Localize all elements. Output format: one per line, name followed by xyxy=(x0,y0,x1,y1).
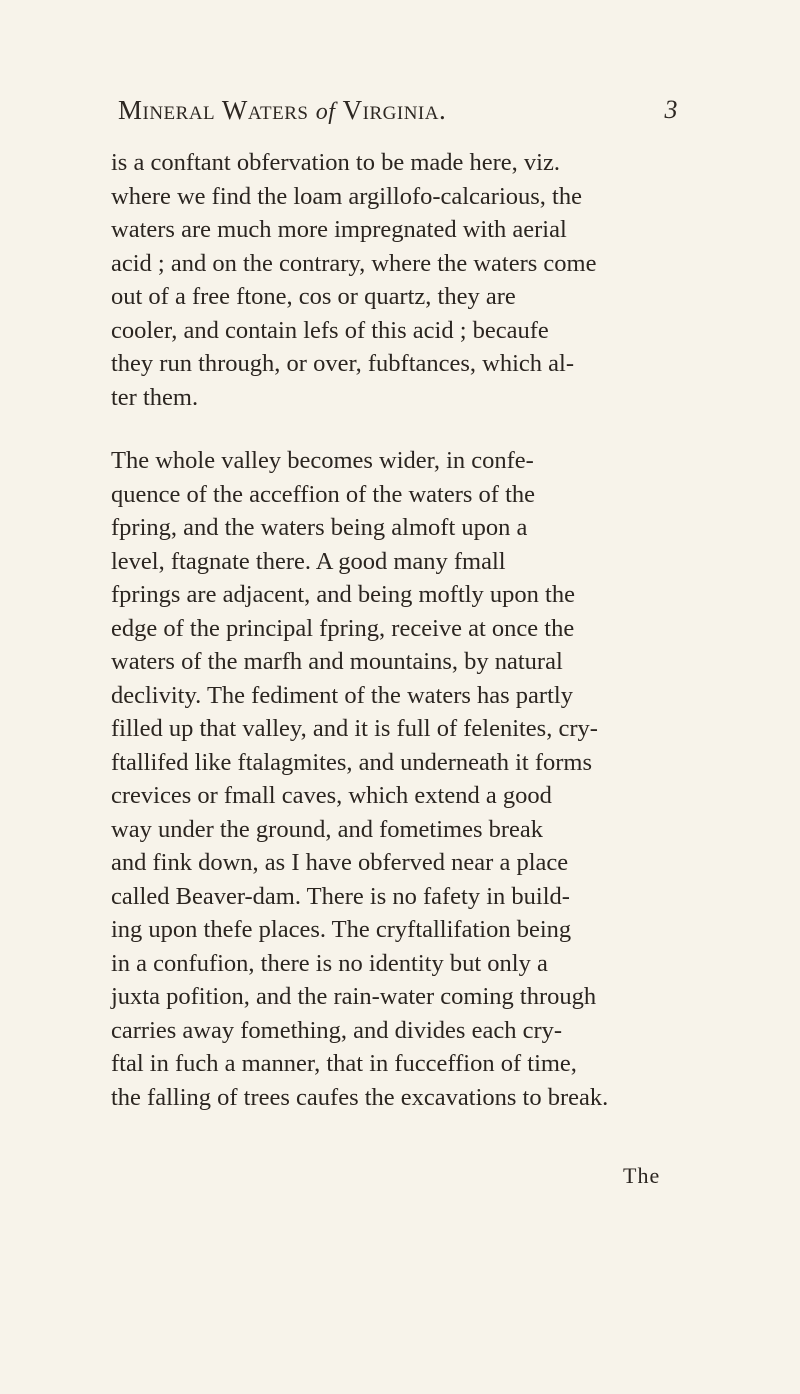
text-line: they run through, or over, fubftances, which al- xyxy=(111,350,575,377)
text-line: waters of the marfh and mountains, by natural xyxy=(111,648,563,675)
text-line: fprings are adjacent, and being moftly upon the xyxy=(111,581,575,608)
text-line: fpring, and the waters being almoft upon a xyxy=(111,514,528,541)
text-line: cooler, and contain lefs of this acid ; becaufe xyxy=(111,316,549,344)
running-head-of: of xyxy=(315,99,336,125)
text-line: out of a free ftone, cos or quartz, they are xyxy=(111,283,516,310)
text-line: ftallifed like ftalagmites, and underneath it forms xyxy=(111,748,592,776)
running-head xyxy=(118,92,678,128)
text-line: where we find the loam argillofo-calcarious, the xyxy=(111,182,582,210)
text-line: level, ftagnate there. A good many fmall xyxy=(111,547,506,575)
text-line: acid ; and on the contrary, where the waters come xyxy=(111,249,597,277)
text-line: The whole valley becomes wider, in confe- xyxy=(111,447,534,474)
text-line: and fink down, as I have obferved near a place xyxy=(111,849,569,876)
body-text xyxy=(111,146,681,1114)
text-line: called Beaver-dam. There is no fafety in build- xyxy=(111,882,570,910)
text-line: ing upon thefe places. The cryftallifation being xyxy=(111,916,572,943)
paragraph-1 xyxy=(111,146,681,414)
running-head-region: Virginia. xyxy=(342,95,447,125)
page-number: 3 xyxy=(664,95,678,124)
text-line: filled up that valley, and it is full of felenites, cry- xyxy=(111,715,598,742)
text-line: the falling of trees caufes the excavations to break. xyxy=(111,1083,609,1111)
text-line: carries away fomething, and divides each cry- xyxy=(111,1016,563,1044)
text-line: waters are much more impregnated with aerial xyxy=(111,216,567,243)
text-line: declivity. The fediment of the waters has partly xyxy=(111,681,573,709)
text-line: crevices or fmall caves, which extend a good xyxy=(111,782,552,809)
text-line: in a confufion, there is no identity but only a xyxy=(111,949,548,977)
text-line: quence of the acceffion of the waters of the xyxy=(111,480,536,508)
catchword: The xyxy=(623,1163,661,1188)
text-line: way under the ground, and fometimes break xyxy=(111,815,544,843)
text-line: ter them. xyxy=(111,383,199,411)
text-line: edge of the principal fpring, receive at once the xyxy=(111,614,575,642)
paragraph-gap xyxy=(111,414,681,444)
text-line: ftal in fuch a manner, that in fucceffion of time, xyxy=(111,1050,577,1077)
running-head-title: Mineral Waters xyxy=(118,95,309,125)
text-line: is a conftant obfervation to be made here, viz. xyxy=(111,149,560,176)
paragraph-2 xyxy=(111,444,681,1114)
text-line: juxta pofition, and the rain-water coming through xyxy=(111,983,597,1010)
